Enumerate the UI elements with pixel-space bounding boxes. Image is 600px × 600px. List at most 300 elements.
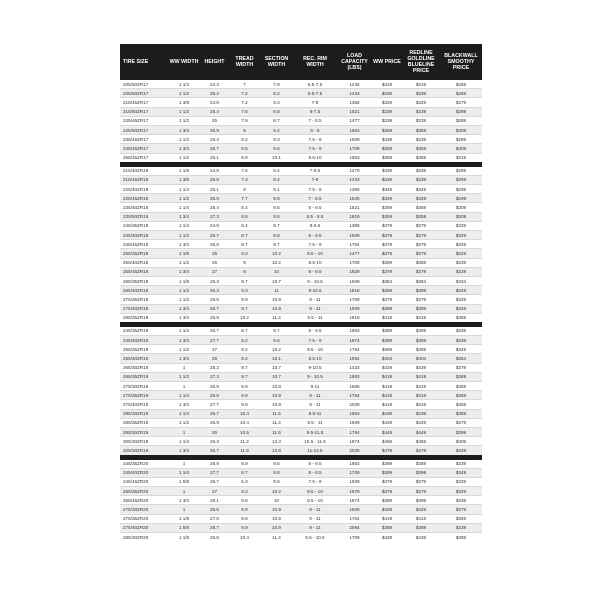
table-cell: $439 (381, 534, 393, 540)
table-cell: 26 (200, 427, 229, 436)
table-cell: 255/40ZR18 (120, 258, 168, 267)
table-cell: $429 (402, 418, 440, 427)
table-cell: 7.9 (260, 80, 293, 89)
table-cell: $399 (372, 468, 402, 477)
table-row (120, 514, 482, 523)
table-cell: 27.6 (200, 514, 229, 523)
table-cell: 9 - 11 (293, 400, 337, 409)
table-cell: 1 1/4 (168, 80, 200, 89)
table-cell: 275/35ZR20 (120, 514, 168, 523)
table-cell: 9.9 (229, 391, 260, 400)
table-cell: 9.6 (260, 336, 293, 345)
table-cell: $439 (372, 409, 402, 418)
table-cell: 1 1/2 (168, 372, 200, 381)
table-cell: 1 1/8 (168, 276, 200, 285)
table-cell: 6.5 - 8.5 (293, 212, 337, 221)
table-row (120, 304, 482, 313)
table-cell: $349 (440, 304, 482, 313)
table-cell: 10.4 (229, 418, 260, 427)
table-cell: $319 (402, 80, 440, 89)
table-cell: 1679 (337, 487, 372, 496)
table-cell: 1 1/4 (168, 203, 200, 212)
table-cell: $439 (415, 534, 427, 540)
table-cell: 1 (168, 487, 200, 496)
table-cell: 7-8 (293, 98, 337, 107)
table-cell: 10 (260, 267, 293, 276)
table-row (120, 487, 482, 496)
header-tire-size: TIRE SIZE (120, 44, 168, 80)
table-cell: 26.8 (210, 534, 219, 540)
table-cell: 27 (200, 345, 229, 354)
table-cell: 1 (168, 382, 200, 391)
table-cell: 9.8 (260, 231, 293, 240)
table-cell: 1 (168, 460, 200, 469)
table-cell: 29.1 (200, 496, 229, 505)
table-cell: 1 1/8 (168, 514, 200, 523)
table-cell: $289 (440, 116, 482, 125)
table-cell: $379 (402, 267, 440, 276)
table-cell: 9-10.5 (293, 363, 337, 372)
table-cell: 215/50ZR17 (120, 107, 168, 116)
table-cell: $429 (440, 446, 482, 455)
table-cell: $379 (402, 477, 440, 486)
table-cell: 8.2 (260, 89, 293, 98)
table-cell: 1653 (337, 327, 372, 336)
table-cell: $299 (440, 185, 482, 194)
table-cell: 12.8 (260, 446, 293, 455)
table-row (120, 98, 482, 107)
header-height: HEIGHT (200, 44, 229, 80)
table-cell: 8.8 (260, 107, 293, 116)
table-cell: $379 (372, 477, 402, 486)
rim-group-table (120, 327, 482, 455)
table-cell: 9-11 (293, 382, 337, 391)
table-cell: $349 (440, 286, 482, 295)
table-cell: 10.9 (260, 391, 293, 400)
table-cell: 285/35ZR19 (120, 418, 168, 427)
table-cell: 9.8 (260, 468, 293, 477)
table-cell: $379 (440, 363, 482, 372)
table-cell: 25.9 (200, 194, 229, 203)
table-cell: 1609 (337, 505, 372, 514)
table-cell: 8 - 9.5 (293, 231, 337, 240)
table-cell: $339 (372, 116, 402, 125)
table-row (120, 437, 482, 446)
table-cell: 9.7 (229, 363, 260, 372)
table-cell: $419 (402, 372, 440, 381)
table-row (120, 391, 482, 400)
table-cell: 25.7 (200, 144, 229, 153)
table-cell: 275/40ZR18 (120, 304, 168, 313)
table-cell: $399 (372, 345, 402, 354)
table-cell: $429 (372, 505, 402, 514)
table-cell: 9.9 (229, 523, 260, 532)
table-cell: 27.3 (200, 212, 229, 221)
table-cell: $339 (372, 107, 402, 116)
table-cell: 1549 (337, 194, 372, 203)
table-cell: $379 (372, 221, 402, 230)
table-cell: $389 (402, 336, 440, 345)
table-cell: 7.7 (229, 194, 260, 203)
table-cell: 25.4 (200, 203, 229, 212)
table-cell: $399 (402, 286, 440, 295)
table-cell: $389 (402, 460, 440, 469)
table-cell: 1 1/4 (168, 437, 200, 446)
table-row (120, 175, 482, 184)
table-row (120, 460, 482, 469)
table-row (120, 295, 482, 304)
table-cell: $389 (372, 258, 402, 267)
tire-price-sheet (120, 44, 482, 541)
header-blackwall-price: BLACKWALL SMOOTHY PRICE (440, 44, 482, 80)
table-cell: 10.2 (260, 487, 293, 496)
table-cell: $339 (372, 175, 402, 184)
table-cell: 1 1/2 (178, 155, 190, 161)
table-cell: 10.9 (260, 304, 293, 313)
table-row (120, 153, 482, 162)
table-cell: $329 (440, 231, 482, 240)
table-cell: $339 (402, 116, 440, 125)
table-cell: $399 (402, 468, 440, 477)
table-cell: 9.6 (260, 212, 293, 221)
table-cell: 225/45ZR18 (120, 194, 168, 203)
table-cell: 225/50ZR17 (120, 125, 168, 134)
table-cell: 255/45ZR20 (120, 496, 168, 505)
table-cell: $369 (455, 315, 467, 321)
table-cell: 9.3 (260, 135, 293, 144)
table-cell: 8.7 (229, 240, 260, 249)
table-cell: 9.3 (229, 286, 260, 295)
table-cell: 235/50ZR18 (120, 212, 168, 221)
table-cell: 10.9 (260, 295, 293, 304)
table-row (120, 363, 482, 372)
table-row (120, 505, 482, 514)
table-cell: 24.8 (200, 167, 229, 176)
table-cell: 11.4 (272, 315, 281, 321)
table-cell: 10.8 (260, 382, 293, 391)
table-cell: 1 3/8 (168, 98, 200, 107)
table-cell: 1 1/4 (168, 221, 200, 230)
table-cell: 1 5/8 (168, 477, 200, 486)
table-cell: 26 (200, 258, 229, 267)
table-cell: $339 (440, 460, 482, 469)
table-cell: 1764 (337, 514, 372, 523)
table-cell: 245/40ZR20 (120, 468, 168, 477)
table-cell: 7.6 (229, 107, 260, 116)
table-cell: 235/45ZR17 (120, 135, 168, 144)
table-cell: 205/50ZR17 (120, 80, 168, 89)
table-cell: 7.2 (229, 98, 260, 107)
table-row (120, 418, 482, 427)
table-cell: 9.7 (260, 221, 293, 230)
table-cell: 1653 (337, 409, 372, 418)
table-cell: 225/40ZR18 (120, 185, 168, 194)
tire-size-groups (120, 80, 482, 541)
table-cell: 25.5 (200, 382, 229, 391)
table-cell: 1477 (337, 249, 372, 258)
table-cell: 10.1 (260, 354, 293, 363)
table-cell: $369 (440, 372, 482, 381)
table-row (120, 231, 482, 240)
table-row (120, 203, 482, 212)
table-cell: 8.5 - 10 (293, 496, 337, 505)
table-cell: 295/30ZR19 (120, 427, 168, 436)
table-cell: 11.5 (260, 409, 293, 418)
table-cell: $399 (440, 427, 482, 436)
table-cell: 8.5 - 10 (293, 345, 337, 354)
table-cell: 11.6 (260, 427, 293, 436)
table-cell: 1653 (337, 460, 372, 469)
table-cell: 1709 (337, 144, 372, 153)
table-cell: 1 1/8 (178, 534, 190, 540)
table-cell: 7.2 (229, 89, 260, 98)
table-cell: $359 (402, 144, 440, 153)
table-cell: 9 - 11 (293, 514, 337, 523)
table-cell: $339 (372, 167, 402, 176)
table-cell: 8.3 (260, 98, 293, 107)
table-cell: $389 (402, 496, 440, 505)
table-cell: $479 (372, 446, 402, 455)
table-cell: 27.3 (200, 372, 229, 381)
table-cell: 9.2 (229, 354, 260, 363)
table-cell: 1433 (337, 363, 372, 372)
table-row (120, 144, 482, 153)
table-cell: $379 (372, 295, 402, 304)
table-cell: 11.8 (229, 446, 260, 455)
table-cell: 8.4 (260, 175, 293, 184)
table-cell: $379 (372, 267, 402, 276)
table-cell: 10.9 (260, 523, 293, 532)
table-cell: $354 (440, 354, 482, 363)
table-cell: 8 (229, 185, 260, 194)
table-cell: 25.3 (200, 276, 229, 285)
table-cell: 25.9 (200, 125, 229, 134)
table-cell: $459 (372, 437, 402, 446)
table-cell: 1 3/4 (168, 496, 200, 505)
table-cell: $419 (402, 391, 440, 400)
table-cell: $369 (440, 400, 482, 409)
table-row (120, 400, 482, 409)
table-cell: 255/35ZR20 (120, 487, 168, 496)
table-cell: 7 (229, 80, 260, 89)
table-cell: 8 - 9.5 (293, 203, 337, 212)
table-cell: 285/30ZR19 (120, 409, 168, 418)
table-cell: 275/35ZR18 (120, 295, 168, 304)
table-cell: $419 (372, 514, 402, 523)
table-cell: $359 (372, 203, 402, 212)
table-cell: $339 (372, 135, 402, 144)
table-cell: $369 (440, 514, 482, 523)
table-row (120, 345, 482, 354)
table-cell: 1 3/4 (168, 336, 200, 345)
table-row (120, 240, 482, 249)
table-row (120, 468, 482, 477)
table-cell: 285/30ZR20 (123, 534, 149, 540)
table-cell: 8.4 (260, 167, 293, 176)
table-cell: $339 (402, 175, 440, 184)
table-cell: 9 - 10.5 (293, 372, 337, 381)
table-cell: 10.4 (240, 534, 249, 540)
table-cell: $339 (440, 327, 482, 336)
table-cell: 10.2 (260, 258, 293, 267)
table-cell: 1477 (337, 116, 372, 125)
table-row (120, 125, 482, 134)
table-cell: 1 1/2 (168, 135, 200, 144)
table-cell: 1 1/2 (168, 194, 200, 203)
table-cell: 255/40ZR19 (120, 354, 168, 363)
table-cell: 9 - 10.5 (293, 276, 337, 285)
table-cell: 1609 (337, 231, 372, 240)
table-cell: 1764 (337, 427, 372, 436)
table-cell: 1433 (337, 175, 372, 184)
table-cell: 1874 (337, 496, 372, 505)
table-cell: $289 (440, 167, 482, 176)
table-cell: 7-8 (293, 175, 337, 184)
table-cell: 1709 (337, 468, 372, 477)
table-cell: $399 (402, 345, 440, 354)
table-cell: 24.9 (200, 221, 229, 230)
table-cell: 245/40ZR18 (120, 231, 168, 240)
table-cell: $329 (372, 98, 402, 107)
table-cell: 9 - 11 (293, 295, 337, 304)
table-cell: $389 (402, 523, 440, 532)
rim-group-table (120, 80, 482, 162)
header-ww-width: WW WIDTH (168, 44, 200, 80)
table-cell: 1521 (337, 107, 372, 116)
table-cell: 1 1/2 (168, 418, 200, 427)
table-cell: $339 (440, 523, 482, 532)
table-cell: 25.7 (200, 231, 229, 240)
table-row (120, 221, 482, 230)
table-cell: 2039 (337, 400, 372, 409)
table-cell: 275/35ZR19 (120, 391, 168, 400)
table-cell: 1 1/2 (168, 295, 200, 304)
table-cell: 1 (168, 505, 200, 514)
table-cell: $329 (440, 267, 482, 276)
table-cell: $369 (381, 155, 393, 161)
table-cell: $459 (402, 437, 440, 446)
table-cell: 1 1/2 (168, 89, 200, 98)
table-cell: 26.6 (200, 240, 229, 249)
table-cell: 305/30ZR19 (120, 437, 168, 446)
table-cell: $329 (440, 477, 482, 486)
table-cell: 9.8 (260, 460, 293, 469)
table-cell: 8.2 (229, 135, 260, 144)
table-cell: $309 (440, 212, 482, 221)
table-cell: $479 (402, 446, 440, 455)
table-cell: 1929 (337, 418, 372, 427)
table-cell: 10 (260, 496, 293, 505)
table-cell: 8 - 9.5 (293, 327, 337, 336)
table-cell: $384 (402, 276, 440, 285)
table-cell: 245/35ZR19 (120, 327, 168, 336)
table-cell: 1 1/8 (168, 167, 200, 176)
table-cell: $359 (372, 125, 402, 134)
table-cell: $379 (372, 240, 402, 249)
table-cell: 26.6 (200, 391, 229, 400)
table-cell: 25.2 (200, 363, 229, 372)
table-cell: 2039 (337, 446, 372, 455)
table-cell: $419 (402, 400, 440, 409)
table-row (120, 336, 482, 345)
table-cell: $419 (402, 382, 440, 391)
table-cell: $399 (402, 304, 440, 313)
table-cell: 24.3 (200, 80, 229, 89)
table-cell: 7.5 (229, 167, 260, 176)
table-cell: $449 (402, 427, 440, 436)
table-row (120, 496, 482, 505)
table-cell: 1818 (337, 286, 372, 295)
table-cell: 10.7 (260, 363, 293, 372)
table-cell: 26.7 (200, 327, 229, 336)
table-cell: $379 (402, 240, 440, 249)
table-cell: $404 (372, 354, 402, 363)
table-cell: $339 (402, 135, 440, 144)
table-cell: 9.6 (260, 144, 293, 153)
table-cell: 24.6 (200, 98, 229, 107)
table-cell: 10.7 (260, 276, 293, 285)
table-cell: 275/40ZR20 (120, 523, 168, 532)
table-row (120, 258, 482, 267)
table-cell: $289 (440, 175, 482, 184)
table-cell: 1609 (337, 135, 372, 144)
table-cell: 245/45ZR18 (120, 240, 168, 249)
table-cell: 6.5-7.5 (293, 80, 337, 89)
table-cell: 1 1/2 (168, 231, 200, 240)
table-cell: 9.5 - 10.5 (305, 534, 325, 540)
table-cell: $329 (440, 240, 482, 249)
table-cell: 265/35ZR18 (120, 276, 168, 285)
table-cell: 25.6 (200, 295, 229, 304)
table-cell: $289 (440, 107, 482, 116)
table-row (120, 477, 482, 486)
table-cell: 25.7 (200, 409, 229, 418)
table-cell: $429 (372, 363, 402, 372)
table-cell: 245/45ZR20 (120, 477, 168, 486)
table-cell: 1764 (337, 345, 372, 354)
table-cell: $389 (402, 258, 440, 267)
header-load-capacity: LOAD CAPACITY (LBS) (337, 44, 372, 80)
table-cell: 10.2 (260, 345, 293, 354)
table-cell: 9 (229, 267, 260, 276)
table-cell: 7.5 - 9 (293, 240, 337, 249)
table-cell: 25.3 (200, 135, 229, 144)
table-cell: $429 (402, 505, 440, 514)
table-cell: 7.5 - 9 (293, 144, 337, 153)
table-cell: 10.7 (260, 372, 293, 381)
table-row (120, 533, 482, 542)
table-cell: 8.8 (229, 496, 260, 505)
table-cell: 9.9 (229, 505, 260, 514)
table-cell: $349 (402, 185, 440, 194)
table-cell: 245/45ZR17 (120, 144, 168, 153)
table-cell: 11.4 (260, 418, 293, 427)
table-cell: 265/35ZR19 (120, 372, 168, 381)
table-cell: 6 - 8 (293, 125, 337, 134)
table-cell: 1 1/4 (168, 327, 200, 336)
table-cell: 25.1 (200, 185, 229, 194)
table-cell: 5.5-7.5 (293, 89, 337, 98)
rim-group-table (120, 460, 482, 542)
table-cell: $349 (440, 345, 482, 354)
table-cell: $339 (372, 89, 402, 98)
table-cell: 255/45ZR18 (120, 267, 168, 276)
table-cell: 26.9 (200, 418, 229, 427)
table-cell: 1764 (337, 240, 372, 249)
table-cell: 8.2 (229, 336, 260, 345)
table-row (120, 89, 482, 98)
table-cell: 28 (200, 354, 229, 363)
